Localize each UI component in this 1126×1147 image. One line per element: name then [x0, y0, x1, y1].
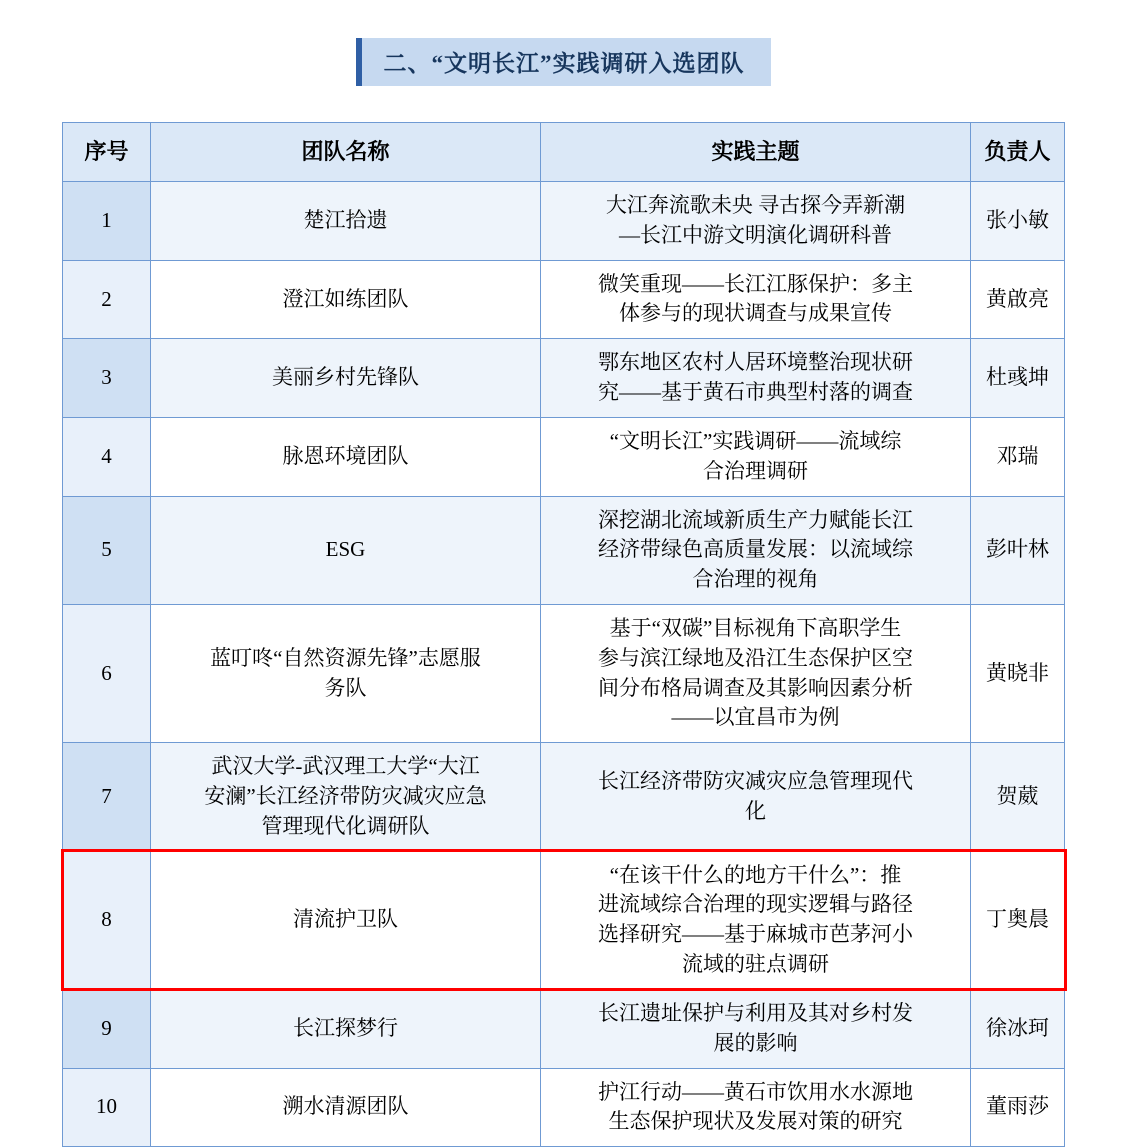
cell-leader: 杜彧坤: [971, 339, 1065, 418]
cell-team-name: ESG: [151, 496, 541, 604]
cell-topic: “文明长江”实践调研——流域综 合治理调研: [541, 417, 971, 496]
cell-topic: 长江遗址保护与利用及其对乡村发 展的影响: [541, 989, 971, 1068]
section-heading: 二、“文明长江”实践调研入选团队: [356, 38, 771, 86]
cell-team-name: 脉恩环境团队: [151, 417, 541, 496]
table-header: [63, 123, 1065, 182]
cell-topic: 护江行动——黄石市饮用水水源地 生态保护现状及发展对策的研究: [541, 1068, 971, 1147]
cell-leader: 彭叶林: [971, 496, 1065, 604]
teams-table-wrapper: [62, 122, 1064, 1147]
table-body: [63, 182, 1065, 1147]
table-row: [63, 182, 1065, 261]
table-row: [63, 260, 1065, 339]
cell-leader: 黄啟亮: [971, 260, 1065, 339]
cell-leader: 邓瑞: [971, 417, 1065, 496]
section-heading-wrapper: [0, 0, 1126, 86]
table-row: [63, 851, 1065, 989]
col-header-topic: 实践主题: [541, 123, 971, 182]
cell-no: 9: [63, 989, 151, 1068]
cell-team-name: 长江探梦行: [151, 989, 541, 1068]
cell-team-name: 武汉大学-武汉理工大学“大江 安澜”长江经济带防灾减灾应急 管理现代化调研队: [151, 743, 541, 851]
col-header-team: 团队名称: [151, 123, 541, 182]
cell-leader: 张小敏: [971, 182, 1065, 261]
cell-no: 8: [63, 851, 151, 989]
table-header-row: [63, 123, 1065, 182]
cell-no: 5: [63, 496, 151, 604]
teams-table: [62, 122, 1065, 1147]
table-row: [63, 989, 1065, 1068]
cell-no: 10: [63, 1068, 151, 1147]
cell-no: 3: [63, 339, 151, 418]
table-row: [63, 339, 1065, 418]
cell-topic: 基于“双碳”目标视角下高职学生 参与滨江绿地及沿江生态保护区空 间分布格局调查及其影响因素分析 ——以宜昌市为例: [541, 604, 971, 742]
cell-team-name: 美丽乡村先锋队: [151, 339, 541, 418]
table-row: [63, 604, 1065, 742]
table-row: [63, 743, 1065, 851]
cell-leader: 黄晓非: [971, 604, 1065, 742]
cell-topic: 微笑重现——长江江豚保护：多主 体参与的现状调查与成果宣传: [541, 260, 971, 339]
col-header-no: 序号: [63, 123, 151, 182]
col-header-leader: 负责人: [971, 123, 1065, 182]
cell-leader: 丁奥晨: [971, 851, 1065, 989]
cell-team-name: 清流护卫队: [151, 851, 541, 989]
cell-topic: “在该干什么的地方干什么”：推 进流域综合治理的现实逻辑与路径 选择研究——基于麻城市芭茅河小 流域的驻点调研: [541, 851, 971, 989]
cell-topic: 鄂东地区农村人居环境整治现状研 究——基于黄石市典型村落的调查: [541, 339, 971, 418]
table-row: [63, 1068, 1065, 1147]
cell-no: 7: [63, 743, 151, 851]
cell-team-name: 蓝叮咚“自然资源先锋”志愿服 务队: [151, 604, 541, 742]
cell-no: 2: [63, 260, 151, 339]
cell-no: 1: [63, 182, 151, 261]
table-row: [63, 496, 1065, 604]
cell-topic: 深挖湖北流域新质生产力赋能长江 经济带绿色高质量发展：以流域综 合治理的视角: [541, 496, 971, 604]
table-row: [63, 417, 1065, 496]
cell-team-name: 溯水清源团队: [151, 1068, 541, 1147]
cell-leader: 徐冰珂: [971, 989, 1065, 1068]
cell-topic: 大江奔流歌未央 寻古探今弄新潮 —长江中游文明演化调研科普: [541, 182, 971, 261]
cell-no: 4: [63, 417, 151, 496]
cell-no: 6: [63, 604, 151, 742]
cell-leader: 董雨莎: [971, 1068, 1065, 1147]
cell-team-name: 澄江如练团队: [151, 260, 541, 339]
cell-team-name: 楚江拾遗: [151, 182, 541, 261]
cell-leader: 贺葳: [971, 743, 1065, 851]
cell-topic: 长江经济带防灾减灾应急管理现代 化: [541, 743, 971, 851]
